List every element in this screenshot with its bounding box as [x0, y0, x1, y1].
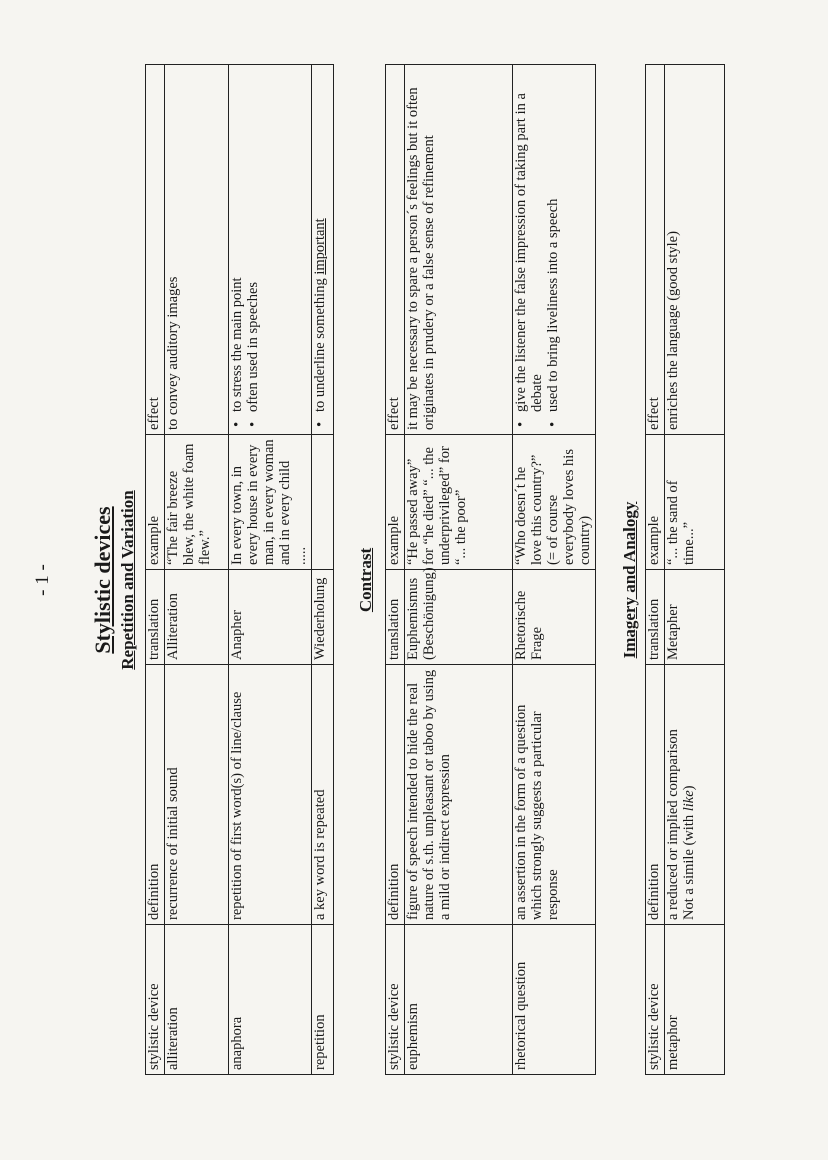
header-translation: translation [646, 570, 665, 665]
example-cell: In every town, in every house in every man, in every woman and in every child ..... [228, 435, 311, 570]
definition-cell: an assertion in the form of a question which strongly suggests a particular response [512, 665, 595, 925]
example-cell: “The fair breeze blew, the white foam flew.” [164, 435, 228, 570]
section-title-repetition: Repetition and Variation [118, 490, 137, 670]
table-row-repetition [311, 65, 333, 1075]
effect-item: • often used in speeches [246, 69, 262, 412]
effect-cell: to convey auditory images [164, 65, 228, 435]
effect-cell: enriches the language (good style) [664, 65, 724, 435]
definition-main: a reduced or implied comparison [664, 729, 681, 920]
example-cell: “... the sand of time...” [664, 435, 724, 570]
device-name: euphemism [404, 925, 512, 1075]
effect-list [230, 69, 262, 430]
table-row-alliteration [164, 65, 228, 1075]
effect-cell [228, 65, 311, 435]
definition-cell: recurrence of initial sound [164, 665, 228, 925]
note-text: Not a simile (with [680, 811, 697, 920]
section-title-contrast: Contrast [356, 547, 375, 613]
example-cell [311, 435, 333, 570]
table-header-row [646, 65, 665, 1075]
page-title: Stylistic devices [90, 506, 115, 654]
effect-list [313, 69, 329, 430]
effect-item: • used to bring liveliness into a speech [546, 69, 562, 412]
header-effect: effect [386, 65, 405, 435]
example-cell: “Who doesn´t he love this country?” (= of course everybody loves his country) [512, 435, 595, 570]
table-header-row [146, 65, 165, 1075]
header-device: stylistic device [146, 925, 165, 1075]
table-header-row [386, 65, 405, 1075]
header-device: stylistic device [646, 925, 665, 1075]
section-title-imagery: Imagery and Analogy [620, 501, 639, 659]
header-translation: translation [146, 570, 165, 665]
imagery-table [645, 64, 725, 1075]
effect-cell [512, 65, 595, 435]
header-example: example [146, 435, 165, 570]
translation-cell: Alliteration [164, 570, 228, 665]
effect-item: • give the listener the false impression of taking part in a debate [514, 69, 546, 412]
effect-item: • to stress the main point [230, 69, 246, 412]
header-effect: effect [146, 65, 165, 435]
definition-cell: figure of speech intended to hide the real nature of s.th. unpleasant or taboo by using a mild or indirect expression [404, 665, 512, 925]
translation-cell: Anapher [228, 570, 311, 665]
header-definition: definition [146, 665, 165, 925]
table-row-anaphora [228, 65, 311, 1075]
repetition-table [145, 64, 334, 1075]
header-translation: translation [386, 570, 405, 665]
header-example: example [386, 435, 405, 570]
effect-cell: it may be necessary to spare a person´s feelings but it often originates in prudery or a false sense of refinement [404, 65, 512, 435]
translation-cell: Wiederholung [311, 570, 333, 665]
effect-text: to underline something [311, 274, 328, 412]
header-definition: definition [646, 665, 665, 925]
definition-cell: a key word is repeated [311, 665, 333, 925]
translation-cell: Rhetorische Frage [512, 570, 595, 665]
effect-cell [311, 65, 333, 435]
effect-item [313, 69, 329, 412]
contrast-table [385, 64, 596, 1075]
header-example: example [646, 435, 665, 570]
table-row-rhetorical-question [512, 65, 595, 1075]
header-definition: definition [386, 665, 405, 925]
note-text-end: ) [680, 785, 697, 791]
device-name: repetition [311, 925, 333, 1075]
translation-cell: Metapher [664, 570, 724, 665]
example-cell: “He passed away” for “he died” “... the underprivileged” for “... the poor” [404, 435, 512, 570]
definition-cell: repetition of first word(s) of line/clause [228, 665, 311, 925]
device-name: rhetorical question [512, 925, 595, 1075]
device-name: anaphora [228, 925, 311, 1075]
page-number: - 1 - [32, 564, 53, 596]
table-row-metaphor [664, 65, 724, 1075]
translation-cell: Euphemismus (Beschönigung) [404, 570, 512, 665]
table-row-euphemism [404, 65, 512, 1075]
header-device: stylistic device [386, 925, 405, 1075]
header-effect: effect [646, 65, 665, 435]
definition-cell [664, 665, 724, 925]
effect-underlined-word: important [311, 218, 328, 275]
note-italic-word: like [680, 790, 697, 812]
effect-list [514, 69, 562, 430]
device-name: alliteration [164, 925, 228, 1075]
device-name: metaphor [664, 925, 724, 1075]
definition-note [682, 669, 698, 920]
